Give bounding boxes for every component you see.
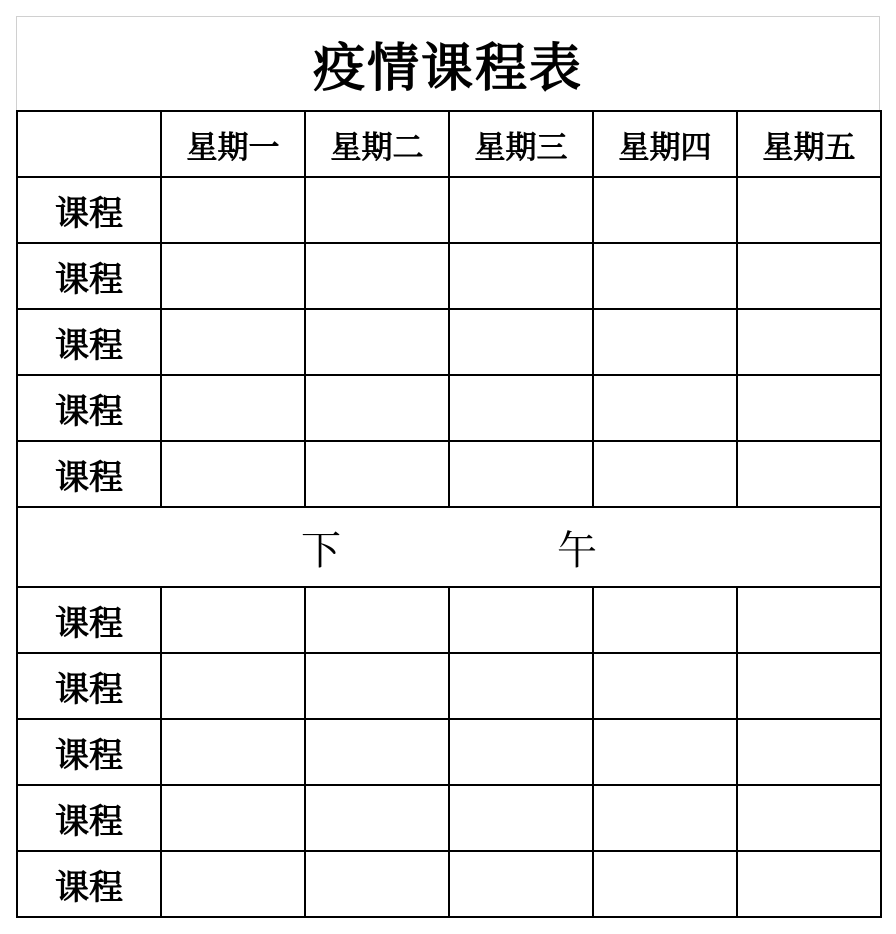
schedule-cell[interactable]	[737, 177, 881, 243]
schedule-cell[interactable]	[161, 851, 305, 917]
schedule-cell[interactable]	[449, 441, 593, 507]
schedule-cell[interactable]	[593, 309, 737, 375]
afternoon-divider-row	[17, 507, 881, 587]
schedule-cell[interactable]	[305, 375, 449, 441]
schedule-cell[interactable]	[161, 785, 305, 851]
schedule-cell[interactable]	[449, 851, 593, 917]
schedule-cell[interactable]	[305, 309, 449, 375]
schedule-cell[interactable]	[161, 375, 305, 441]
schedule-cell[interactable]	[161, 441, 305, 507]
period-label-cell: 课程	[17, 375, 161, 441]
schedule-cell[interactable]	[737, 375, 881, 441]
day-header-wed: 星期三	[449, 111, 593, 177]
schedule-cell[interactable]	[449, 375, 593, 441]
schedule-cell[interactable]	[305, 177, 449, 243]
schedule-cell[interactable]	[737, 441, 881, 507]
schedule-cell[interactable]	[161, 309, 305, 375]
schedule-cell[interactable]	[449, 653, 593, 719]
schedule-cell[interactable]	[305, 851, 449, 917]
schedule-title: 疫情课程表	[312, 39, 583, 99]
period-label-cell: 课程	[17, 177, 161, 243]
schedule-cell[interactable]	[449, 587, 593, 653]
schedule-cell[interactable]	[449, 785, 593, 851]
day-header-mon: 星期一	[161, 111, 305, 177]
afternoon-label-right: 午	[557, 527, 597, 574]
table-row	[17, 785, 881, 851]
schedule-cell[interactable]	[593, 785, 737, 851]
period-label-cell: 课程	[17, 587, 161, 653]
period-label-cell: 课程	[17, 785, 161, 851]
schedule-cell[interactable]	[305, 719, 449, 785]
schedule-cell[interactable]	[161, 243, 305, 309]
schedule-cell[interactable]	[737, 653, 881, 719]
schedule-cell[interactable]	[161, 719, 305, 785]
table-row	[17, 851, 881, 917]
period-label-cell: 课程	[17, 719, 161, 785]
schedule-cell[interactable]	[593, 441, 737, 507]
period-label-cell: 课程	[17, 441, 161, 507]
schedule-cell[interactable]	[161, 653, 305, 719]
afternoon-divider-cell	[17, 507, 881, 587]
period-label-cell: 课程	[17, 243, 161, 309]
day-header-thu: 星期四	[593, 111, 737, 177]
day-header-tue: 星期二	[305, 111, 449, 177]
table-row	[17, 375, 881, 441]
schedule-cell[interactable]	[737, 785, 881, 851]
schedule-cell[interactable]	[449, 309, 593, 375]
schedule-cell[interactable]	[737, 587, 881, 653]
table-row	[17, 441, 881, 507]
table-row	[17, 177, 881, 243]
table-row	[17, 587, 881, 653]
schedule-cell[interactable]	[593, 243, 737, 309]
schedule-cell[interactable]	[449, 177, 593, 243]
schedule-sheet	[16, 16, 880, 918]
schedule-cell[interactable]	[305, 785, 449, 851]
schedule-cell[interactable]	[737, 309, 881, 375]
header-row	[17, 111, 881, 177]
table-row	[17, 243, 881, 309]
table-row	[17, 309, 881, 375]
schedule-cell[interactable]	[161, 177, 305, 243]
schedule-cell[interactable]	[737, 243, 881, 309]
schedule-cell[interactable]	[593, 587, 737, 653]
schedule-cell[interactable]	[449, 719, 593, 785]
corner-cell	[17, 111, 161, 177]
period-label-cell: 课程	[17, 653, 161, 719]
table-row	[17, 653, 881, 719]
period-label-cell: 课程	[17, 309, 161, 375]
afternoon-label	[301, 528, 597, 574]
table-row	[17, 719, 881, 785]
schedule-cell[interactable]	[593, 177, 737, 243]
schedule-cell[interactable]	[593, 851, 737, 917]
title-row	[16, 16, 880, 110]
afternoon-label-left: 下	[301, 527, 341, 574]
schedule-cell[interactable]	[305, 587, 449, 653]
day-header-fri: 星期五	[737, 111, 881, 177]
schedule-cell[interactable]	[305, 441, 449, 507]
schedule-cell[interactable]	[305, 653, 449, 719]
schedule-cell[interactable]	[305, 243, 449, 309]
schedule-table	[16, 110, 882, 918]
schedule-cell[interactable]	[593, 719, 737, 785]
period-label-cell: 课程	[17, 851, 161, 917]
schedule-cell[interactable]	[593, 653, 737, 719]
schedule-cell[interactable]	[161, 587, 305, 653]
schedule-cell[interactable]	[449, 243, 593, 309]
schedule-cell[interactable]	[737, 719, 881, 785]
schedule-cell[interactable]	[593, 375, 737, 441]
schedule-cell[interactable]	[737, 851, 881, 917]
